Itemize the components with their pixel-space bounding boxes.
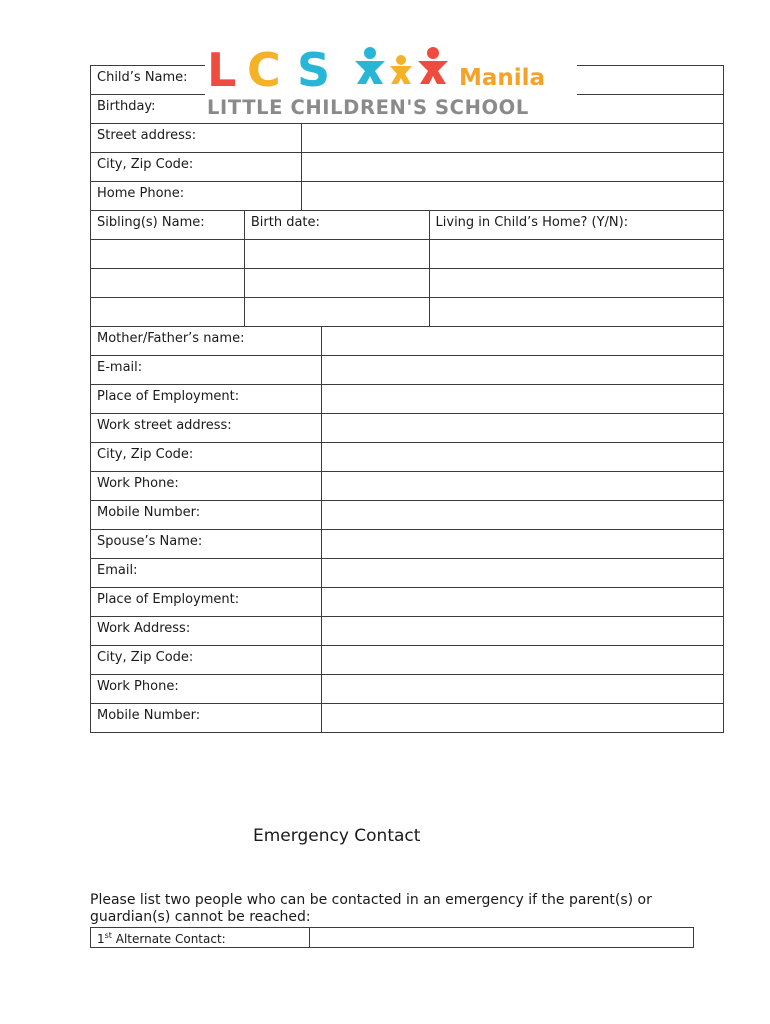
kid-figure-blue-icon bbox=[355, 47, 385, 84]
sibling-living-field[interactable] bbox=[429, 269, 723, 298]
logo-city: Manila bbox=[459, 65, 546, 91]
childs-name-label[interactable]: Child’s Name: bbox=[91, 66, 724, 95]
logo-letter-l: L bbox=[207, 44, 237, 97]
home-phone-label: Home Phone: bbox=[91, 182, 302, 211]
birthday-label[interactable]: Birthday: bbox=[91, 95, 724, 124]
spouse-work-address-field[interactable] bbox=[321, 617, 723, 646]
parent-mobile-row bbox=[91, 501, 724, 530]
parent-work-street-row bbox=[91, 414, 724, 443]
logo-letter-c: C bbox=[247, 44, 281, 97]
spouse-work-phone-field[interactable] bbox=[321, 675, 723, 704]
alternate-contact-ordinal: st bbox=[104, 931, 112, 940]
sibling-name-field[interactable] bbox=[91, 240, 245, 269]
alternate-contact-row bbox=[91, 928, 694, 948]
parent-city-zip-row bbox=[91, 443, 724, 472]
street-address-row bbox=[91, 124, 724, 153]
sibling-birthdate-field[interactable] bbox=[244, 269, 429, 298]
sibling-name-header: Sibling(s) Name: bbox=[91, 211, 245, 240]
parent-mobile-field[interactable] bbox=[321, 501, 723, 530]
emergency-instructions: Please list two people who can be contacted in an emergency if the parent(s) or guardian(s) cannot be reached: bbox=[90, 892, 652, 925]
city-zip-field[interactable] bbox=[301, 153, 723, 182]
parent-employment-row bbox=[91, 385, 724, 414]
sibling-living-field[interactable] bbox=[429, 240, 723, 269]
school-logo-graphic bbox=[205, 44, 577, 120]
sibling-row bbox=[91, 240, 724, 269]
spouse-name-row bbox=[91, 530, 724, 559]
spouse-email-label: Email: bbox=[91, 559, 322, 588]
spouse-employment-field[interactable] bbox=[321, 588, 723, 617]
spouse-email-field[interactable] bbox=[321, 559, 723, 588]
street-address-label: Street address: bbox=[91, 124, 302, 153]
logo-letter-s: S bbox=[297, 44, 331, 97]
spouse-email-row bbox=[91, 559, 724, 588]
parent-city-zip-field[interactable] bbox=[321, 443, 723, 472]
sibling-birthdate-header: Birth date: bbox=[244, 211, 429, 240]
alternate-contact-field[interactable] bbox=[309, 928, 693, 948]
parent-work-phone-field[interactable] bbox=[321, 472, 723, 501]
parent-name-label: Mother/Father’s name: bbox=[91, 327, 322, 356]
sibling-name-field[interactable] bbox=[91, 298, 245, 327]
spouse-employment-label: Place of Employment: bbox=[91, 588, 322, 617]
sibling-birthdate-field[interactable] bbox=[244, 240, 429, 269]
parent-city-zip-label: City, Zip Code: bbox=[91, 443, 322, 472]
logo-school-name: LITTLE CHILDREN'S SCHOOL bbox=[207, 96, 529, 119]
parent-mobile-label: Mobile Number: bbox=[91, 501, 322, 530]
alternate-contact-label bbox=[91, 928, 310, 948]
emergency-contact-title: Emergency Contact bbox=[253, 826, 421, 846]
parent-work-street-field[interactable] bbox=[321, 414, 723, 443]
alternate-contact-table bbox=[90, 927, 694, 948]
street-address-field[interactable] bbox=[301, 124, 723, 153]
spouse-name-field[interactable] bbox=[321, 530, 723, 559]
parent-email-row bbox=[91, 356, 724, 385]
spouse-name-label: Spouse’s Name: bbox=[91, 530, 322, 559]
sibling-living-field[interactable] bbox=[429, 298, 723, 327]
spouse-city-zip-label: City, Zip Code: bbox=[91, 646, 322, 675]
spouse-work-address-row bbox=[91, 617, 724, 646]
home-phone-field[interactable] bbox=[301, 182, 723, 211]
kid-figure-yellow-icon bbox=[390, 55, 412, 84]
spouse-employment-row bbox=[91, 588, 724, 617]
alternate-contact-text: Alternate Contact: bbox=[111, 932, 226, 946]
spouse-work-phone-row bbox=[91, 675, 724, 704]
parent-name-row bbox=[91, 327, 724, 356]
spouse-work-address-label: Work Address: bbox=[91, 617, 322, 646]
sibling-header-row bbox=[91, 211, 724, 240]
parent-employment-label: Place of Employment: bbox=[91, 385, 322, 414]
sibling-name-field[interactable] bbox=[91, 269, 245, 298]
parent-name-field[interactable] bbox=[321, 327, 723, 356]
parent-email-label: E-mail: bbox=[91, 356, 322, 385]
city-zip-label: City, Zip Code: bbox=[91, 153, 302, 182]
parent-employment-field[interactable] bbox=[321, 385, 723, 414]
alternate-contact-number: 1 bbox=[97, 932, 105, 946]
sibling-row bbox=[91, 298, 724, 327]
registration-form-table bbox=[90, 65, 724, 733]
sibling-row bbox=[91, 269, 724, 298]
kid-figure-red-icon bbox=[418, 47, 448, 84]
parent-work-street-label: Work street address: bbox=[91, 414, 322, 443]
spouse-mobile-row bbox=[91, 704, 724, 733]
parent-work-phone-row bbox=[91, 472, 724, 501]
parent-email-field[interactable] bbox=[321, 356, 723, 385]
spouse-work-phone-label: Work Phone: bbox=[91, 675, 322, 704]
sibling-living-header: Living in Child’s Home? (Y/N): bbox=[429, 211, 723, 240]
parent-work-phone-label: Work Phone: bbox=[91, 472, 322, 501]
spouse-mobile-field[interactable] bbox=[321, 704, 723, 733]
spouse-mobile-label: Mobile Number: bbox=[91, 704, 322, 733]
spouse-city-zip-field[interactable] bbox=[321, 646, 723, 675]
school-logo bbox=[205, 44, 577, 120]
home-phone-row bbox=[91, 182, 724, 211]
sibling-birthdate-field[interactable] bbox=[244, 298, 429, 327]
city-zip-row bbox=[91, 153, 724, 182]
spouse-city-zip-row bbox=[91, 646, 724, 675]
